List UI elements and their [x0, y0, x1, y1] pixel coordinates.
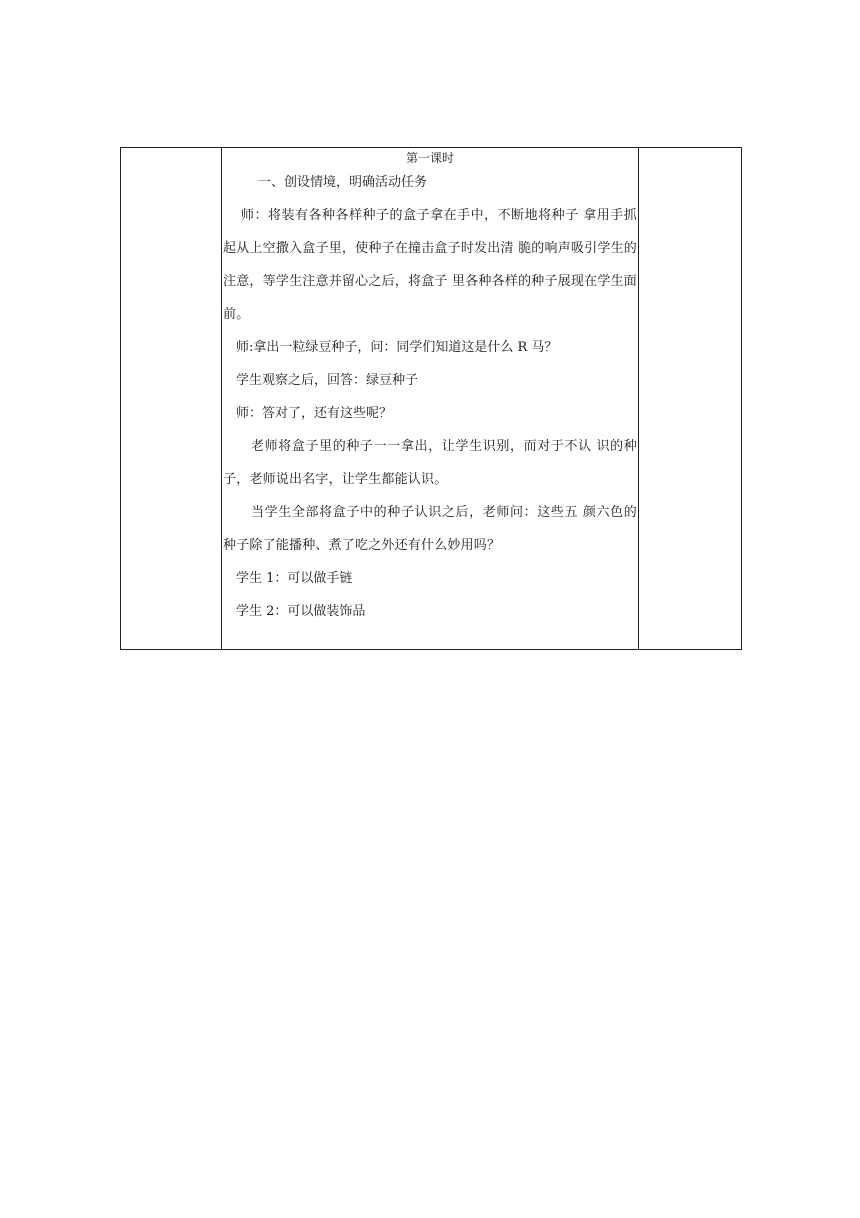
paragraph-teacher-ask-uses: 当学生全部将盒子中的种子认识之后，老师问：这些五 颜六色的种子除了能播种、煮了吃之外还有什么妙用吗？ — [223, 505, 637, 553]
paragraph-teacher-identify: 老师将盒子里的种子一一拿出，让学生识别，而对于不认 识的种子，老师说出名字，让学生都能认识。 — [223, 439, 637, 487]
paragraph-teacher-intro: 师：将装有各种各样种子的盒子拿在手中，不断地将种子 拿用手抓起从上空撒入盒子里，使种子在撞击盒子时发出清 脆的响声吸引学生的注意，等学生注意并留心之后，将盒子 里各种各样的种子展现在学生面前。 — [223, 208, 637, 322]
lesson-plan-table — [120, 147, 742, 650]
paragraph-student-answer: 学生观察之后，回答：绿豆种子 — [236, 373, 419, 388]
section-heading: 一、创设情境，明确活动任务 — [258, 175, 428, 190]
table-row — [121, 148, 742, 650]
left-empty-cell — [121, 148, 222, 650]
lesson-content-cell — [222, 148, 639, 650]
paragraph-teacher-question: 师:拿出一粒绿豆种子，问：同学们知道这是什么 R 马？ — [236, 340, 558, 355]
paragraph-student-2: 学生 2：可以做装饰品 — [236, 604, 366, 619]
paragraph-student-1: 学生 1：可以做手链 — [236, 571, 353, 586]
lesson-title: 第一课时 — [405, 151, 454, 165]
right-empty-cell — [639, 148, 742, 650]
paragraph-teacher-followup: 师：答对了，还有这些呢？ — [236, 406, 393, 421]
